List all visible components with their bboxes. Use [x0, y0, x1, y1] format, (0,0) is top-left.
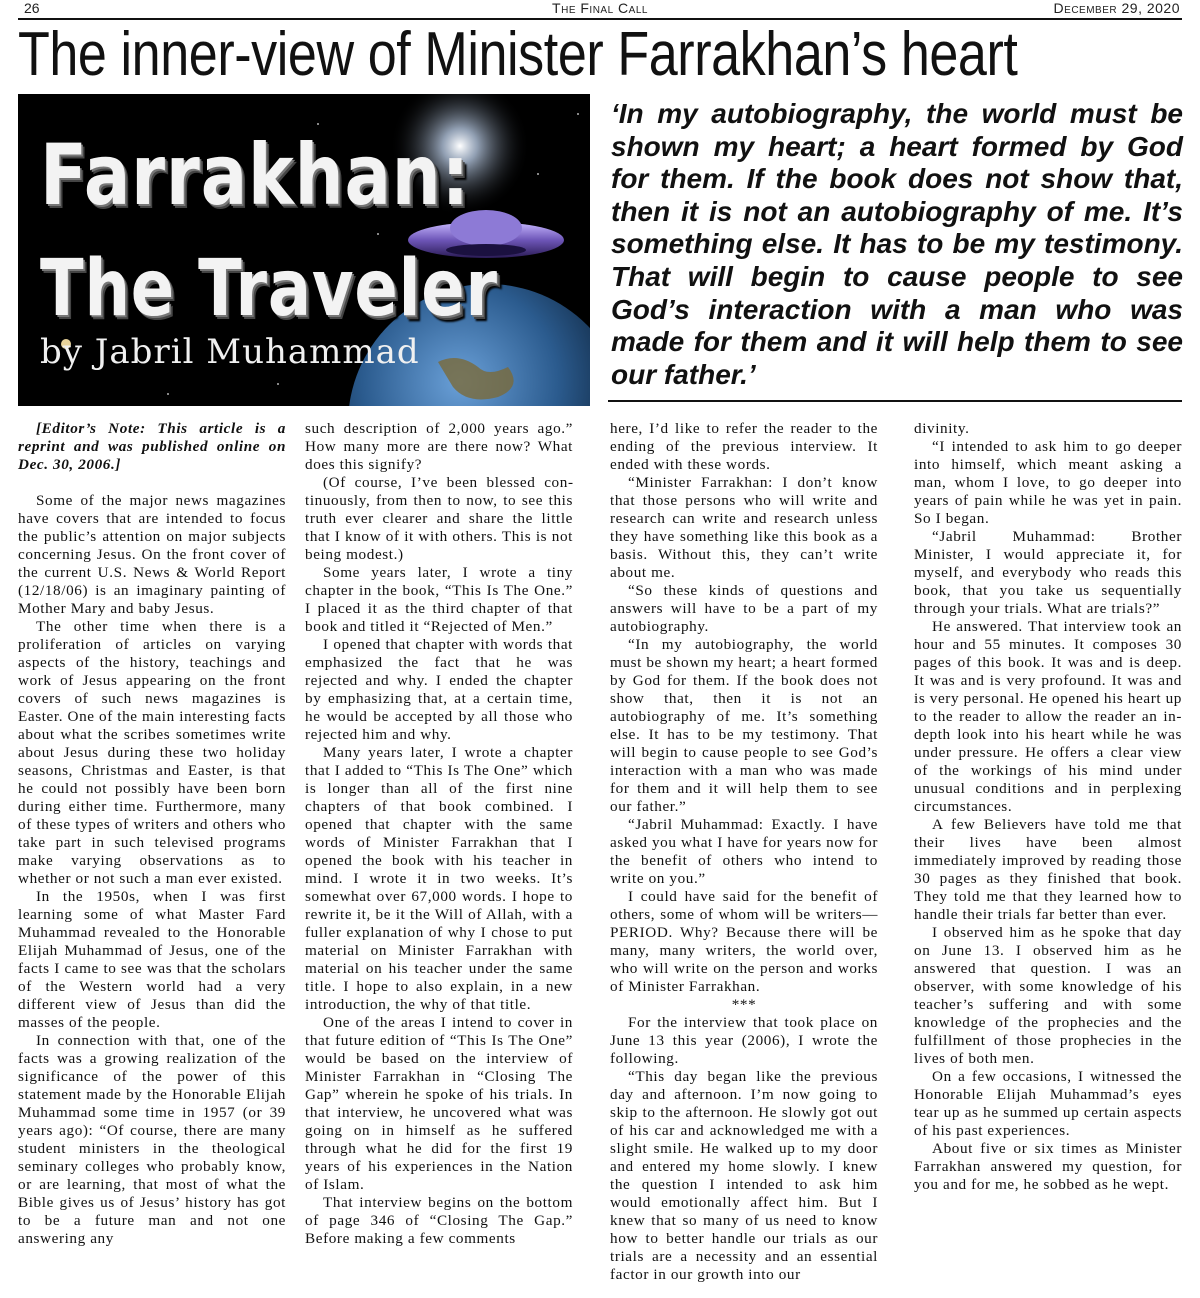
paragraph: About five or six times as Minister Farrakhan answered my question, for you and for me, he sobbed as he wept. — [914, 1140, 1182, 1193]
publication-name: The Final Call — [552, 0, 648, 16]
paragraph: For the interview that took place on June 13 this year (2006), I wrote the following. — [610, 1014, 878, 1067]
pull-quote: ‘In my autobiography, the world must be shown my heart; a heart formed by God for them. If the book does not show that, then it is not an autobiography of me. It’s something else. It has to be my testimony. That will begin to cause people to see God’s interaction with a man who was made for them and it will help them to see our father.’ — [611, 98, 1183, 390]
banner-title-traveler: The Traveler — [40, 244, 498, 334]
paragraph: “This day began like the previous day and afternoon. I’m now going to skip to the afternoon. He slowly got out of his car and acknowledged me with a slight smile. He walked up to my door and entered my home slowly. I knew the question I intended to ask him would emotionally affect him. But I knew that so many of us need to know how to better handle our trials as our trials are a necessity and an essential factor in our growth into our — [610, 1068, 878, 1283]
paragraph: “So these kinds of questions and answers will have to be a part of my autobiography. — [610, 582, 878, 635]
article-headline: The inner-view of Minister Farrakhan’s heart — [18, 20, 1018, 89]
paragraph: here, I’d like to refer the reader to the ending of the previous interview. It ended with these words. — [610, 420, 878, 473]
paragraph: Some years later, I wrote a tiny chapter in the book, “This Is The One.” I placed it as the third chapter of that book and titled it “Rejected of Men.” — [305, 564, 573, 635]
editor-note: [Editor’s Note: This article is a reprint and was published online on Dec. 30, 2006.] — [18, 420, 286, 473]
page-number: 26 — [24, 0, 40, 16]
paragraph: such description of 2,000 years ago.” How many more are there now? What does this signify? — [305, 420, 573, 473]
paragraph: “Minister Farrakhan: I don’t know that those persons who will write and research can write and research unless they have something like this book as a basis. Without this, they can’t write about me. — [610, 474, 878, 581]
paragraph: A few Believers have told me that their lives have been almost immediately improved by reading those 30 pages as they finished that book. They told me that they learned how to handle their trials far better than ever. — [914, 816, 1182, 923]
paragraph: In the 1950s, when I was first learning some of what Master Fard Muhammad revealed to the Honorable Elijah Muhammad of Jesus, one of the facts I came to see was that the scholars of the Western world had a very different view of Jesus than did the masses of the people. — [18, 888, 286, 1031]
paragraph: The other time when there is a proliferation of articles on varying aspects of the history, teachings and work of Jesus appearing on the front covers of such news magazines is Easter. One of the main interesting facts about what the scribes sometimes write about Jesus during these two holiday seasons, Christmas and Easter, is that he could not possibly have been born during either time. Furthermore, many of these types of writers and others who take part in such televised programs make varying observations as to whether or not such a man ever existed. — [18, 618, 286, 887]
paragraph: “I intended to ask him to go deeper into himself, which meant asking a man, whom I love, to go deeper into years of pain while he was yet in pain. So I began. — [914, 438, 1182, 527]
section-break: *** — [731, 996, 757, 1013]
paragraph: “In my autobiography, the world must be shown my heart; a heart formed by God for them. If the book does not show that, then it is not an autobiography of me. It’s something else. It has to be my testimony. That will begin to cause people to see God’s interaction with a man who was made for them and it will help them to see our father.” — [610, 636, 878, 815]
paragraph: Some of the major news magazines have covers that are intended to focus the public’s attention on major subjects concerning Jesus. On the front cover of the current U.S. News & World Report (12/18/06) is an imaginary painting of Mother Mary and baby Jesus. — [18, 492, 286, 617]
paragraph: That interview begins on the bottom of page 346 of “Closing The Gap.” Before making a few comments — [305, 1194, 573, 1247]
paragraph: He answered. That interview took an hour and 55 minutes. It composes 30 pages of this book. It was and is deep. It was and is very profound. It was and is very personal. He opened his heart up to the reader to allow the reader an in-depth look into his heart while he was under pressure. He offers a clear view of the workings of his mind under unusual conditions and in perplexing circumstances. — [914, 618, 1182, 815]
paragraph: divinity. — [914, 420, 970, 437]
paragraph: (Of course, I’ve been blessed continuously, from then to now, to see this truth ever clearer and share the little that I know of it with others. This is not being modest.) — [305, 474, 573, 563]
banner-title-farrakhan: Farrakhan: — [40, 126, 471, 224]
paragraph: I opened that chapter with words that emphasized the fact that he was rejected and why. I ended the chapter by emphasizing that, at a certain time, he would be accepted by all those who rejected him and why. — [305, 636, 573, 743]
article-column-3 — [610, 420, 878, 1284]
article-column-4 — [914, 420, 1182, 1194]
article-column-2 — [305, 420, 573, 1248]
page-header — [18, 0, 1182, 20]
paragraph: Many years later, I wrote a chapter that I added to “This Is The One” which is longer than all of the first nine chapters of that book combined. I opened that chapter with the same words of Minister Farrakhan that I opened the book with his teacher in mind. I wrote it in two weeks. It’s somewhat over 67,000 words. I hope to rewrite it, be it the Will of Allah, with a fuller explanation of why I chose to put material on Minister Farrakhan with material on his teacher under the same title. I hope to also explain, in a new introduction, the why of that title. — [305, 744, 573, 1013]
paragraph: In connection with that, one of the facts was a growing realization of the significance of the power of this statement made by the Honorable Elijah Muhammad some time in 1957 (or 39 years ago): “Of course, there are many student ministers in the theological seminary colleges who probably know, or are learning, that most of what the Bible gives us of Jesus’ history has got to be a future man and not one answering any — [18, 1032, 286, 1247]
paragraph: I could have said for the benefit of others, some of whom will be writers—PERIOD. Why? Because there will be many, many writers, the world over, who will write on the person and works of Minister Farrakhan. — [610, 888, 878, 995]
paragraph: On a few occasions, I witnessed the Honorable Elijah Muhammad’s eyes tear up as he summed up certain aspects of his past experiences. — [914, 1068, 1182, 1139]
pull-quote-rule — [608, 400, 1182, 402]
paragraph: I observed him as he spoke that day on June 13. I observed him as he answered that question. I was an observer, with some knowledge of his teacher’s suffering and with some knowledge of the prophecies and the fulfillment of those prophecies in the lives of both men. — [914, 924, 1182, 1067]
article-column-1 — [18, 420, 286, 1248]
column-banner-image — [18, 94, 590, 406]
issue-date: December 29, 2020 — [1053, 0, 1180, 16]
paragraph: One of the areas I intend to cover in that future edition of “This Is The One” would be based on the interview of Minister Farrakhan in “Closing The Gap” wherein he spoke of his trials. In that interview, he uncovered what was going on in himself as he suffered through what he did for the first 19 years of his experiences in the Nation of Islam. — [305, 1014, 573, 1193]
paragraph: “Jabril Muhammad: Exactly. I have asked you what I have for years now for the benefit of others who intend to write on you.” — [610, 816, 879, 887]
paragraph: “Jabril Muhammad: Brother Minister, I would appreciate it, for myself, and everybody who reads this book, that you take us sequentially through your trials. What are trials?” — [914, 528, 1182, 617]
author-byline: by Jabril Muhammad — [40, 332, 420, 372]
